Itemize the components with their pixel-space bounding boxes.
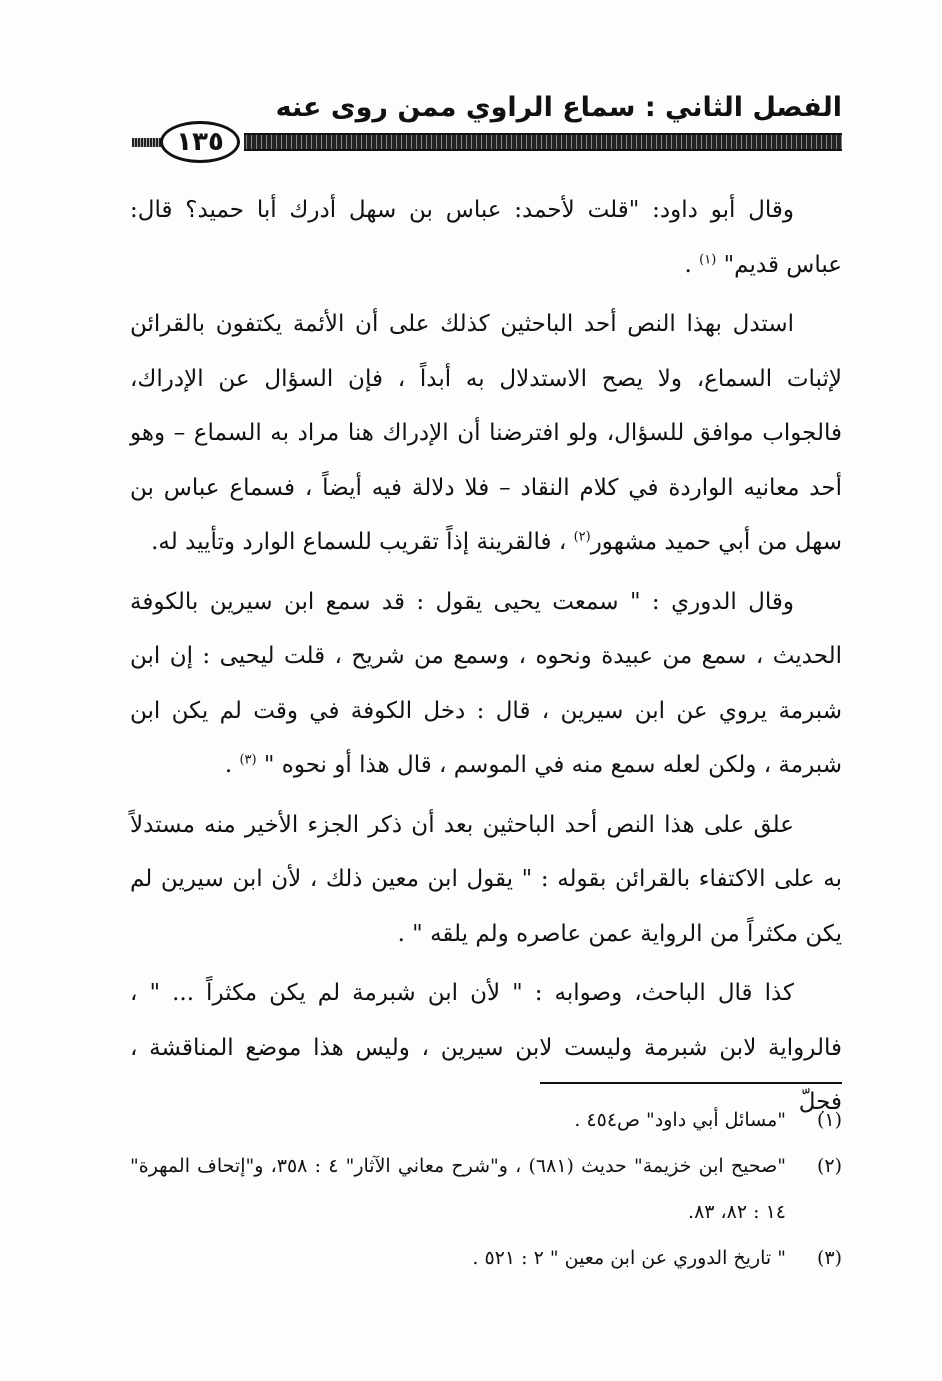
footnote <box>130 1143 842 1235</box>
paragraph-tail: . <box>684 251 700 278</box>
paragraph-text: وقال الدوري : " سمعت يحيى يقول : قد سمع ابن سيرين بالكوفة الحديث ، سمع من عبيدة ونحوه ، وسمع من شريح ، قلت ليحيى : إن ابن شبرمة يروي عن ابن سيرين ، قال : دخل الكوفة في وقت لم يكن ابن شبرمة ، ولكن لعله سمع منه في الموسم ، قال هذا أو نحوه " <box>130 588 842 778</box>
page-number: ١٣٥ <box>160 121 240 163</box>
footnote-text: "مسائل أبي داود" ص٤٥٤ . <box>574 1109 786 1131</box>
paragraph <box>130 575 842 793</box>
paragraph <box>130 183 842 292</box>
header-ornamental-rule-left <box>132 138 162 147</box>
footnote-text: " تاريخ الدوري عن ابن معين " ٢ : ٥٢١ . <box>472 1247 786 1269</box>
paragraph-tail: ، فالقرينة إذاً تقريب للسماع الوارد وتأييد له. <box>151 529 574 555</box>
running-title: الفصل الثاني : سماع الراوي ممن روى عنه <box>275 92 842 123</box>
footnote <box>130 1097 842 1143</box>
footnote <box>130 1235 842 1281</box>
main-text <box>130 183 842 1130</box>
footnotes <box>130 1097 842 1281</box>
header-ornamental-rule <box>244 133 842 151</box>
footnote-separator <box>540 1082 842 1084</box>
paragraph: علق على هذا النص أحد الباحثين بعد أن ذكر الجزء الأخير منه مستدلاً به على الاكتفاء بالقرائن بقوله : " يقول ابن معين ذلك ، لأن ابن سيرين لم يكن مكثراً من الرواية عمن عاصره ولم يلقه " . <box>130 811 842 947</box>
footnote-text: "صحيح ابن خزيمة" حديث (٦٨١) ، و"شرح معاني الآثار" ٤ : ٣٥٨، و"إتحاف المهرة" ١٤ : ٨٢، ٨٣. <box>130 1155 786 1223</box>
footnote-reference: (٢) <box>573 529 591 545</box>
footnote-reference: (٣) <box>239 752 257 768</box>
paragraph-text: استدل بهذا النص أحد الباحثين كذلك على أن الأئمة يكتفون بالقرائن لإثبات السماع، ولا يصح الاستدلال به أبداً ، فإن السؤال عن الإدراك، فالجواب موافق للسؤال، ولو افترضنا أن الإدراك هنا مراد به السماع – وهو أحد معانيه الواردة في كلام النقاد – فلا دلالة فيه أيضاً ، فسماع عباس بن سهل من أبي حميد مشهور <box>130 311 842 555</box>
footnote-number: (٣) <box>816 1247 842 1269</box>
paragraph-tail: . <box>224 752 240 778</box>
paragraph-text: وقال أبو داود: "قلت لأحمد: عباس بن سهل أدرك أبا حميد؟ قال: عباس قديم" <box>130 197 842 278</box>
footnote-number: (٢) <box>816 1155 842 1177</box>
paragraph: كذا قال الباحث، وصوابه : " لأن ابن شبرمة لم يكن مكثراً ... " ، فالرواية لابن شبرمة وليست لابن سيرين ، وليس هذا موضع المناقشة ، فجلّ <box>130 980 842 1115</box>
footnote-number: (١) <box>816 1109 842 1131</box>
footnote-reference: (١) <box>699 251 717 267</box>
paragraph <box>130 297 842 570</box>
